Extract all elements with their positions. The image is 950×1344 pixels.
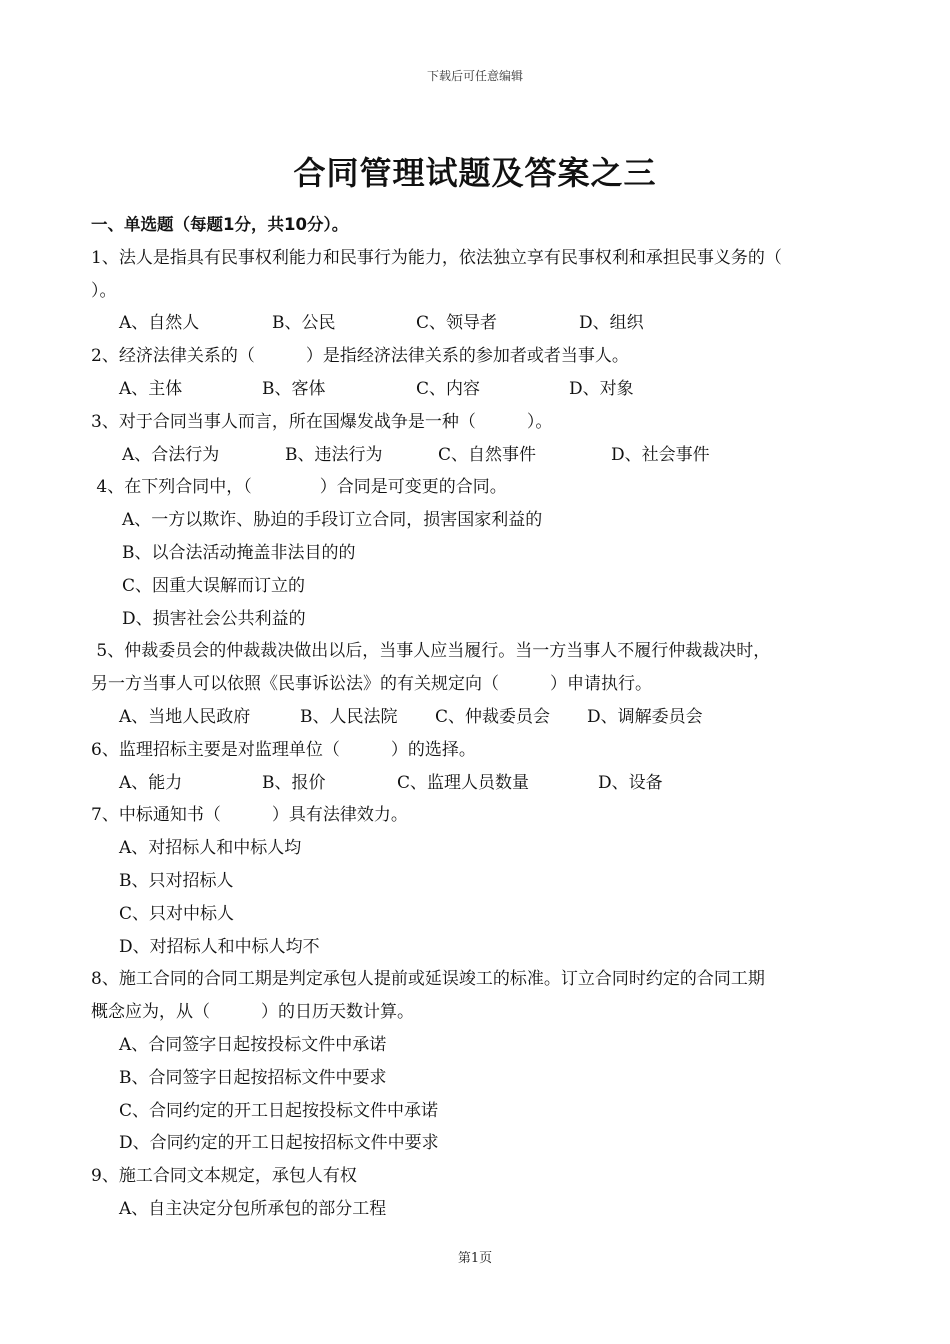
option-d: D、合同约定的开工日起按招标文件中要求 xyxy=(119,1133,439,1154)
document-body xyxy=(91,209,866,1226)
question-8-text-cont: 概念应为，从（ ）的日历天数计算。 xyxy=(91,1002,414,1023)
option-a: A、自然人 xyxy=(119,313,200,334)
section-heading: 一、单选题（每题1分，共10分）。 xyxy=(91,215,349,234)
question-6-text: 6、监理招标主要是对监理单位（ ）的选择。 xyxy=(91,739,476,760)
option-c: C、仲裁委员会 xyxy=(435,706,551,727)
question-3-text: 3、对于合同当事人而言，所在国爆发战争是一种（ ）。 xyxy=(91,411,553,432)
option-d: D、组织 xyxy=(579,313,644,334)
option-a: A、当地人民政府 xyxy=(119,706,251,727)
option-b: B、以合法活动掩盖非法目的的 xyxy=(122,542,356,563)
question-1-text: 1、法人是指具有民事权利能力和民事行为能力，依法独立享有民事权利和承担民事义务的（ xyxy=(91,247,782,268)
header-note: 下载后可任意编辑 xyxy=(426,69,523,83)
option-b: B、客体 xyxy=(262,378,326,399)
option-c: C、自然事件 xyxy=(438,444,537,465)
question-9-text: 9、施工合同文本规定，承包人有权 xyxy=(91,1166,357,1187)
question-5-text-cont: 另一方当事人可以依照《民事诉讼法》的有关规定向（ ）申请执行。 xyxy=(91,674,652,695)
question-2-text: 2、经济法律关系的（ ）是指经济法律关系的参加者或者当事人。 xyxy=(91,346,629,367)
document-title: 合同管理试题及答案之三 xyxy=(293,154,657,192)
option-b: B、报价 xyxy=(262,772,326,793)
option-b: B、只对招标人 xyxy=(119,870,234,891)
question-1-options xyxy=(91,307,866,340)
option-a: A、主体 xyxy=(119,378,183,399)
option-b: B、公民 xyxy=(272,313,336,334)
option-c: C、监理人员数量 xyxy=(397,772,530,793)
page-number: 第1页 xyxy=(457,1251,493,1266)
question-7-text: 7、中标通知书（ ）具有法律效力。 xyxy=(91,805,408,826)
question-2-options xyxy=(91,373,866,406)
option-c: C、内容 xyxy=(416,378,481,399)
option-a: A、能力 xyxy=(119,772,183,793)
question-1-text-cont: ）。 xyxy=(91,280,117,301)
question-3-options xyxy=(91,439,866,472)
option-b: B、合同签字日起按招标文件中要求 xyxy=(119,1067,387,1088)
option-d: D、社会事件 xyxy=(611,444,710,465)
option-d: D、设备 xyxy=(598,772,663,793)
option-c: C、合同约定的开工日起按投标文件中承诺 xyxy=(119,1100,439,1121)
option-d: D、对象 xyxy=(569,378,634,399)
question-8-text: 8、施工合同的合同工期是判定承包人提前或延误竣工的标准。订立合同时约定的合同工期 xyxy=(91,969,765,990)
option-a: A、自主决定分包所承包的部分工程 xyxy=(119,1198,387,1219)
option-a: A、合法行为 xyxy=(122,444,220,465)
option-a: A、对招标人和中标人均 xyxy=(119,838,302,859)
option-d: D、调解委员会 xyxy=(587,706,703,727)
question-5-text: 5、仲裁委员会的仲裁裁决做出以后，当事人应当履行。当一方当事人不履行仲裁裁决时， xyxy=(91,641,771,662)
question-6-options xyxy=(91,767,866,800)
question-5-options xyxy=(91,701,866,734)
option-c: C、领导者 xyxy=(416,313,498,334)
question-4-text: 4、在下列合同中，（ ）合同是可变更的合同。 xyxy=(91,477,507,498)
option-a: A、合同签字日起按投标文件中承诺 xyxy=(119,1034,387,1055)
option-c: C、只对中标人 xyxy=(119,903,235,924)
option-a: A、一方以欺诈、胁迫的手段订立合同，损害国家利益的 xyxy=(122,510,543,531)
option-b: B、违法行为 xyxy=(285,444,383,465)
option-d: D、损害社会公共利益的 xyxy=(122,608,306,629)
option-b: B、人民法院 xyxy=(300,706,398,727)
option-c: C、因重大误解而订立的 xyxy=(122,575,306,596)
option-d: D、对招标人和中标人均不 xyxy=(119,936,320,957)
